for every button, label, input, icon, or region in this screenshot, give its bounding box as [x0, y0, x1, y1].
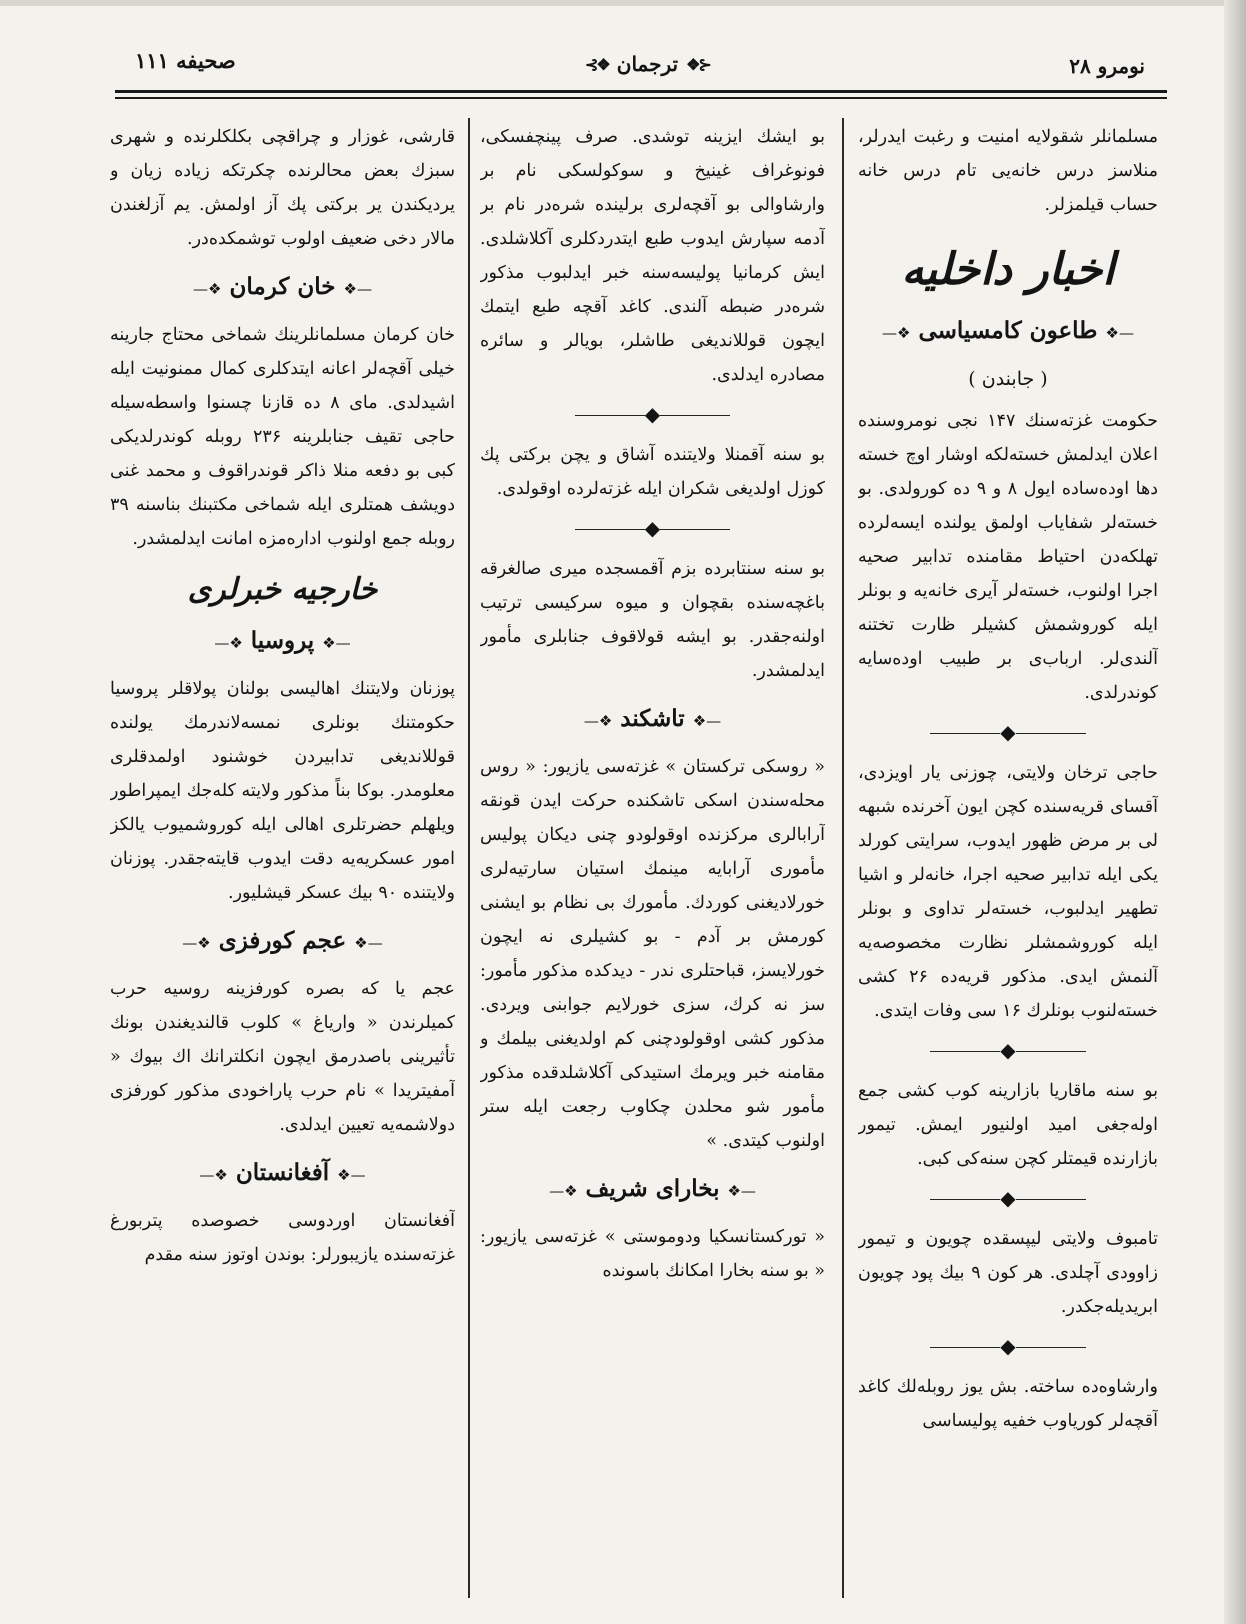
page-number: صحيفه ۱۱۱: [135, 48, 236, 73]
article-text: بو سنه سنتابرده بزم آقمسجده ميرى صالغرقه باغچه‌سنده بقچوان و ميوه سركيسى ترتيب اولنه‌جقدر. بو ايشه قولاقوف جنابلرى مأمور ايدلمشدر.: [480, 559, 825, 681]
section-heading-domestic: اخبار داخليه: [901, 244, 1115, 295]
ornament-icon: ❖—: [583, 712, 613, 730]
ornament-icon: ❖—: [882, 324, 911, 342]
article-text: عجم يا كه بصره كورفزينه روسيه حرب كميلرندن « وارياغ » كلوب قالنديغندن بونك تأثيرينى باصدرمق ايچون انكلترانك اك بيوك « آمفيتريدا » نام حرب پاراخودى مذكور كورفزى دولاشمه‌يه تعيين ايدلدى.: [110, 979, 455, 1135]
article-text: حكومت غزته‌سنك ۱۴۷ نجى نومروسنده اعلان ايدلمش خسته‌لكه اوشار اوچ خسته دها اوده‌ساده ايول ۸ و ۹ ده كورولدى. بو خسته‌لر شفاياب اولمق يولنده ايسه‌لرده تهلكه‌دن احتياط مقامنده تدابير صحيه اجرا اولنوب، خسته‌لر آيرى خانه‌يه و بونلر ايله كوروشمش كشيلر ظارت تختنه آلندى‌لر. ارباب‌ى بر طبيب اوده‌سايه كوندرلدى.: [858, 411, 1158, 703]
article-heading: —❖ خان كرمان ❖—: [193, 273, 372, 300]
page-top-edge: [0, 0, 1246, 6]
article-text: قارشى، غوزار و چراقچى بكلكلرنده و شهرى سبزك بعض محالرنده چكرتكه زياده زيان و يرديكندن ير بركتى پك آز اولمش. يم آزلغندن مالار دخى ضعيف اولوب توشمكده‌در.: [110, 127, 455, 249]
article-heading: —❖ عجم كورفزى ❖—: [182, 927, 383, 954]
article-text: خان كرمان مسلمانلرينك شماخى محتاج جارينه خيلى آقچه‌لر اعانه ايتدكلرى كمال ممنونيت ايله اشيدلدى. ماى ۸ ده قازنا چسنوا واسطه‌سيله حاجى تقيف جنابلرينه ۲۳۶ روبله كوندرلديكى كبى بو دفعه منلا ذاكر قوندراقوف و محمد غنى دويشف همتلرى ايله شماخى مكتبنك بناسنه ۳۹ روبله جمع اولنوب اداره‌مزه امانت ايدلمشدر.: [110, 325, 455, 549]
ornament-icon: ⊰❖: [686, 54, 710, 74]
ornament-icon: —❖: [322, 634, 351, 652]
article-text: بو ايشك ايزينه توشدى. صرف پينچفسكى، فونوغراف غينيخ و سوكولسكى نام بر وارشاوالى بو آقچه‌لرى برلينده شره‌در نام بر آدمه سپارش ايدوب طبع ايتدردكلرى آكلاشلدى. ايش كرمانيا پوليسه‌سنه خبر ايدلبوب مذكور شره‌در ضبطه آلندى. كاغد آقچه طبع ايتمك ايچون قوللانديغى طاشلر، بويالر و سائره مصادره ايدلدى.: [480, 127, 825, 385]
article-text: آفغانستان اوردوسى خصوصده پتربورغ غزته‌سنده يازيبورلر: بوندن اوتوز سنه مقدم: [110, 1211, 455, 1265]
section-heading-foreign: خارجيه خبرلرى: [187, 572, 378, 607]
column-left: [110, 120, 455, 1610]
ornament-icon: ❖—: [199, 1166, 228, 1184]
divider-ornament: ◆: [480, 402, 825, 426]
divider-ornament: ◆: [858, 1186, 1158, 1210]
ornament-icon: ❖⊱: [585, 54, 609, 74]
article-text: وارشاوه‌ده ساخته. بش يوز روبله‌لك كاغد آقچه‌لر كورياوب خفيه پوليساسى: [858, 1377, 1158, 1431]
issue-number: نومرو ۲۸: [1069, 54, 1145, 78]
article-heading: —❖ بخاراى شريف ❖—: [549, 1175, 756, 1202]
article-text: حاجى ترخان ولايتى، چوزنى يار اويزدى، آقساى قريه‌سنده كچن ايون آخرنده شبهه لى بر مرض ظهور ايدوب، سرايتى كورلد يكى ايله تدابير صحيه اجرا، خانه‌لر و اشيا تطهير ايدلبوب، خسته‌لر تداوى و بونلر ايله كوروشمشلر نظارت مخصوصه‌يه آلنمش ايدى. مذكور قريه‌ده ۲۶ كشى خسته‌لنوب بونلرك ۱۶ سى وفات ايتدى.: [858, 763, 1158, 1021]
header-rule-thin: [115, 97, 1167, 99]
divider-ornament: ◆: [858, 1334, 1158, 1358]
ornament-icon: ❖—: [214, 634, 243, 652]
page-header: [115, 46, 1155, 90]
ornament-icon: —❖: [354, 934, 383, 952]
article-text: مسلمانلر شقولايه امنيت و رغبت ايدرلر، منلاسز درس خانه‌يى تام درس خانه حساب قيلمزلر.: [858, 127, 1158, 215]
ornament-icon: —❖: [343, 280, 372, 298]
ornament-icon: ❖—: [193, 280, 222, 298]
column-divider: [842, 118, 844, 1598]
article-heading: —❖ طاعون كامسياسى ❖—: [882, 317, 1134, 344]
article-text: بو سنه ماقاريا بازارينه كوب كشى جمع اوله‌جغى اميد اولنيور ايمش. تيمور بازارنده قيمتلر كچن سنه‌كى كبى.: [858, 1081, 1158, 1169]
ornament-icon: —❖: [1105, 324, 1134, 342]
article-subheading: ( جابندن ): [968, 368, 1048, 390]
ornament-icon: —❖: [692, 712, 722, 730]
ornament-icon: ❖—: [182, 934, 211, 952]
column-divider: [468, 118, 470, 1598]
divider-ornament: ◆: [858, 720, 1158, 744]
masthead-title: ترجمان: [616, 52, 679, 76]
ornament-icon: —❖: [727, 1182, 756, 1200]
divider-ornament: ◆: [858, 1038, 1158, 1062]
masthead: [585, 52, 710, 76]
column-right: [858, 120, 1158, 1610]
article-text: پوزنان ولايتنك اهاليسى بولنان پولاقلر پروسيا حكومتنك بونلرى نمسه‌لاندرمك يولنده قوللانديغى تدابيردن خوشنود اولمدقلرى معلومدر. بوكا بناً مذكور ولايته كله‌جك ايمپراطور ويلهلم حضرتلرى اهالى ايله كوروشميوب يالكز امور عسكريه‌يه دقت ايدوب قايته‌جقدر. پوزنان ولايتنده ۹۰ بيك عسكر قيشليور.: [110, 679, 455, 903]
article-heading: —❖ پروسيا ❖—: [214, 627, 351, 654]
divider-ornament: ◆: [480, 516, 825, 540]
article-heading: —❖ تاشكند ❖—: [583, 705, 722, 732]
ornament-icon: ❖—: [549, 1182, 578, 1200]
article-text: بو سنه آقمنلا ولايتنده آشاق و يچن بركتى پك كوزل اولديغى شكران ايله غزته‌لرده اوقولدى.: [480, 445, 825, 499]
article-text: تامبوف ولايتى ليپسقده چويون و تيمور زاوودى آچلدى. هر كون ۹ بيك پود چويون ابريديله‌جكدر.: [858, 1229, 1158, 1317]
article-text: « توركستانسكيا ودوموستى » غزته‌سى يازيور: « بو سنه بخارا امكانك باسونده: [480, 1227, 825, 1281]
column-middle: [480, 120, 825, 1610]
article-text: « روسكى تركستان » غزته‌سى يازيور: « روس محله‌سندن اسكى تاشكنده حركت ايدن قونقه آرابالرى مركزنده اوقولودو چنى ديكان پوليس مأمورى آرابايه مينمك استيان سارتيه‌لرى خورلاديغنى كوردك. مأمورك بى نظام بو ايشنى كورمش بر آدم - بو كشيلرى نه ايچون خورلايسز، قباحتلرى ندر - ديدكده مذكور مأمور: سز نه كرك، سزى خورلايم جوابنى ويردى. مذكور كشى اوقولودچنى كم اولديغنى بيلمك و مقامنه خبر ويرمك استيدكى آكلاشلدقده مذكور مأمور شو محلدن چكاوب رجعت ايله ستر اولنوب كيتدى. »: [480, 757, 825, 1151]
article-heading: —❖ آفغانستان ❖—: [199, 1159, 366, 1186]
ornament-icon: —❖: [337, 1166, 366, 1184]
header-rule-thick: [115, 90, 1167, 93]
binding-shadow: [1224, 0, 1246, 1624]
